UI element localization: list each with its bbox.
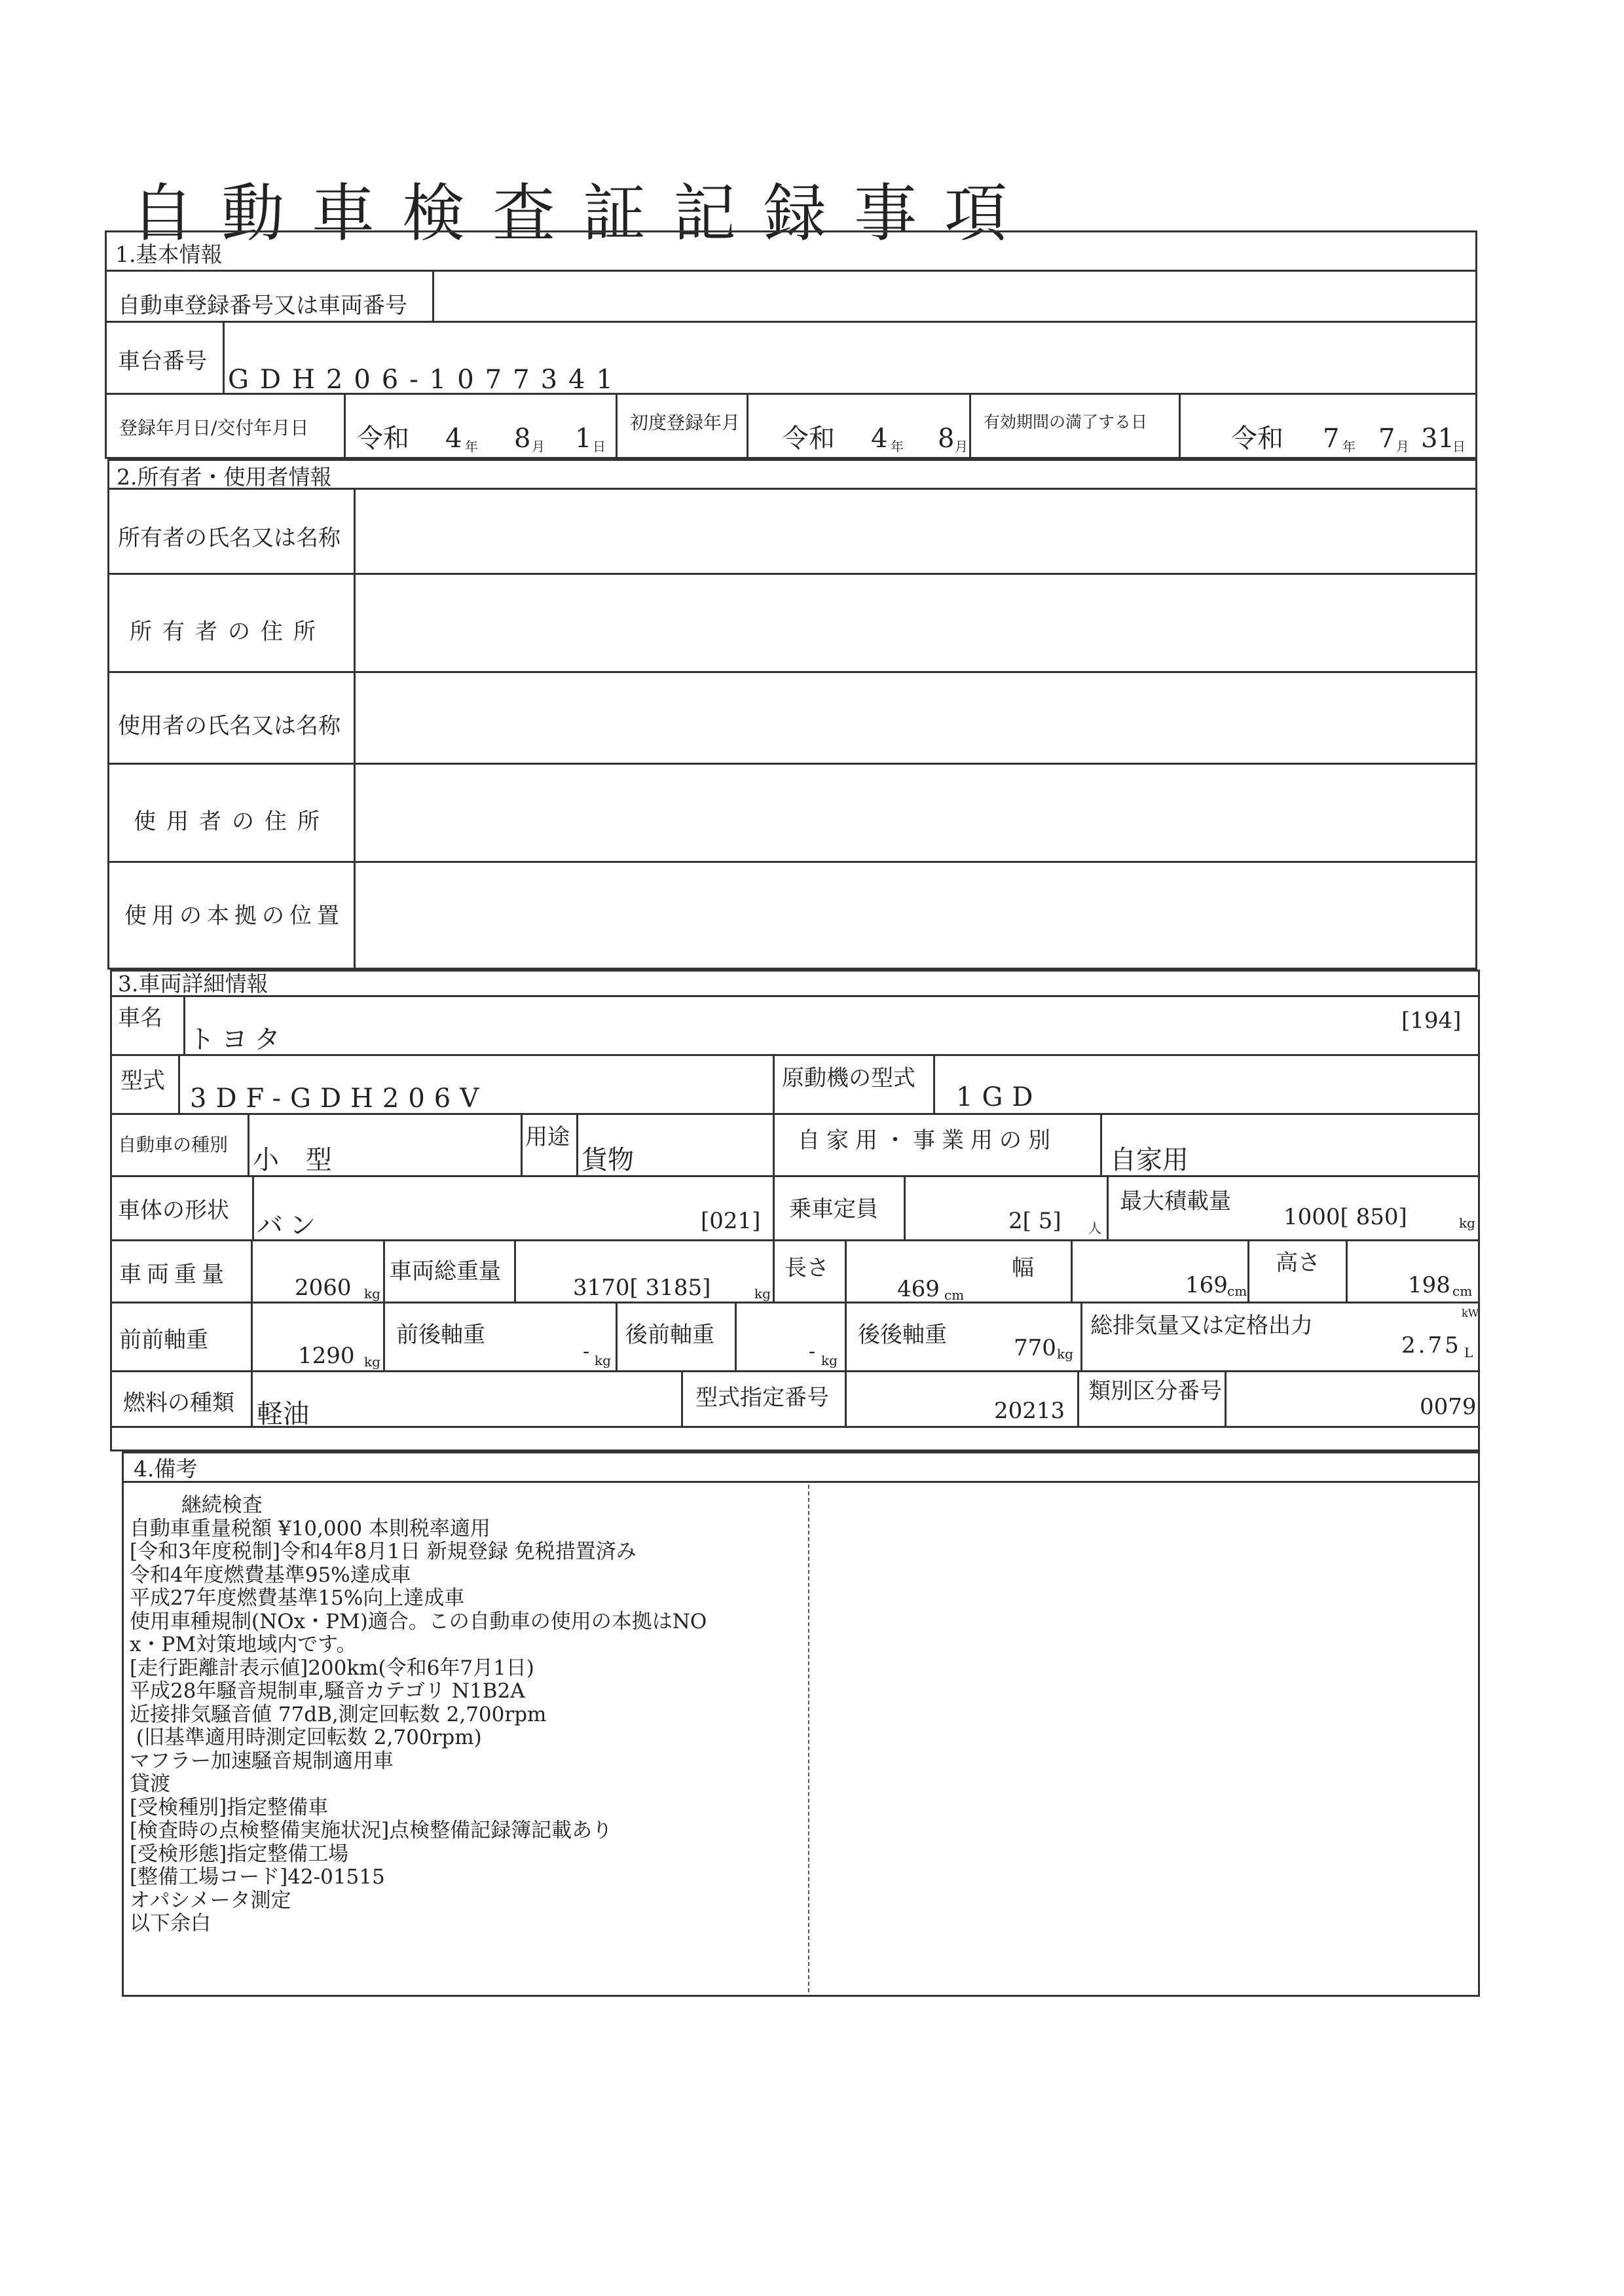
note-line: 令和4年度燃費基準95%達成車 [130, 1563, 411, 1587]
first-reg-month-unit: 月 [955, 439, 968, 454]
user-name-label: 使用者の氏名又は名称 [118, 713, 341, 739]
owner-address-label: 所有者の住所 [130, 619, 326, 645]
note-line: (旧基準適用時測定回転数 2,700rpm) [130, 1726, 482, 1749]
height-unit: cm [1452, 1283, 1473, 1299]
gross-weight-unit: kg [754, 1286, 771, 1302]
private-business-label: 自家用・事業用の別 [798, 1127, 1057, 1154]
first-reg-label: 初度登録年月 [630, 412, 741, 433]
note-line: 継続検査 [130, 1493, 263, 1517]
length-unit: cm [944, 1287, 965, 1303]
body-label: 車体の形状 [118, 1197, 229, 1224]
displacement-value: 2.75 [1401, 1332, 1462, 1358]
maker-value: トヨタ [189, 1025, 287, 1055]
displacement-label: 総排気量又は定格出力 [1090, 1313, 1313, 1339]
width-label: 幅 [1012, 1255, 1034, 1281]
expiry-year-unit: 年 [1342, 439, 1356, 454]
capacity-value: 2[ 5] [1008, 1208, 1061, 1234]
note-line: オパシメータ測定 [130, 1888, 291, 1912]
document-title: 自動車検査証記録事項 [131, 177, 1035, 250]
length-value: 469 [897, 1276, 940, 1302]
note-line: x・PM対策地域内です。 [130, 1633, 357, 1656]
type-designation-value: 20213 [994, 1398, 1065, 1424]
ff-axle-label: 前前軸重 [119, 1327, 208, 1353]
weight-unit: kg [364, 1286, 380, 1302]
category-value: 0079 [1420, 1394, 1477, 1420]
remarks-notes [130, 1494, 707, 1936]
first-reg-era: 令和 [783, 424, 835, 454]
fr-axle-unit: kg [595, 1353, 611, 1368]
section3-header: 3.車両詳細情報 [118, 971, 268, 996]
expiry-year: 7 [1323, 424, 1340, 454]
chassis-value: GDH206-1077341 [228, 365, 624, 395]
expiry-month: 7 [1378, 424, 1395, 454]
fuel-label: 燃料の種類 [123, 1390, 234, 1416]
reg-date-year-unit: 年 [465, 439, 478, 454]
reg-date-era: 令和 [357, 424, 409, 454]
ff-axle-value: 1290 [298, 1343, 355, 1369]
expiry-month-unit: 月 [1396, 439, 1409, 454]
length-label: 長さ [784, 1255, 829, 1281]
displacement-unit-kw: kW [1462, 1307, 1479, 1319]
weight-label: 車両重量 [119, 1262, 229, 1288]
owner-name-label: 所有者の氏名又は名称 [118, 525, 341, 551]
section1-header: 1.基本情報 [115, 242, 223, 267]
reg-date-label: 登録年月日/交付年月日 [119, 417, 309, 439]
user-address-label: 使用者の住所 [134, 809, 330, 835]
engine-label: 原動機の型式 [782, 1065, 915, 1091]
max-load-unit: kg [1459, 1215, 1475, 1231]
fr-axle-label: 前後軸重 [396, 1322, 485, 1348]
section2-header: 2.所有者・使用者情報 [117, 464, 332, 490]
note-line: [令和3年度税制]令和4年8月1日 新規登録 免税措置済み [130, 1540, 637, 1563]
base-location-label: 使用の本拠の位置 [124, 903, 344, 929]
expiry-day: 31 [1421, 424, 1454, 454]
use-value: 貨物 [581, 1145, 634, 1175]
expiry-label: 有効期間の満了する日 [984, 412, 1148, 431]
first-reg-year: 4 [871, 424, 888, 454]
maker-code: [194] [1401, 1008, 1462, 1034]
engine-value: 1GD [956, 1082, 1043, 1112]
maker-label: 車名 [118, 1005, 162, 1031]
note-line: 平成28年騒音規制車,騒音カテゴリ N1B2A [130, 1679, 525, 1703]
rf-axle-value: - [809, 1340, 816, 1363]
model-label: 型式 [120, 1068, 165, 1094]
gross-weight-label: 車両総重量 [390, 1258, 501, 1285]
body-value: バン [257, 1211, 322, 1241]
rr-axle-value: 770 [1014, 1335, 1056, 1361]
rf-axle-unit: kg [821, 1353, 838, 1368]
displacement-unit-l: L [1464, 1345, 1473, 1360]
expiry-day-unit: 日 [1452, 439, 1466, 454]
type-designation-label: 型式指定番号 [695, 1385, 829, 1411]
max-load-value: 1000[ 850] [1283, 1204, 1407, 1230]
note-line: 自動車重量税額 ¥10,000 本則税率適用 [130, 1516, 490, 1540]
weight-value: 2060 [295, 1275, 352, 1301]
rr-axle-unit: kg [1057, 1346, 1073, 1362]
first-reg-year-unit: 年 [891, 439, 904, 454]
note-line: 以下余白 [130, 1912, 211, 1935]
kind-label: 自動車の種別 [118, 1134, 229, 1156]
fuel-value: 軽油 [257, 1399, 309, 1429]
fr-axle-value: - [583, 1340, 590, 1363]
kind-value: 小 型 [253, 1145, 341, 1175]
model-value: 3DF-GDH206V [190, 1084, 489, 1114]
width-value: 169 [1185, 1272, 1228, 1298]
note-line: [受検種別]指定整備車 [130, 1795, 329, 1819]
gross-weight-value: 3170[ 3185] [573, 1275, 711, 1301]
remarks-divider [808, 1485, 809, 1992]
note-line: [受検形態]指定整備工場 [130, 1842, 349, 1866]
rr-axle-label: 後後軸重 [858, 1322, 947, 1348]
height-value: 198 [1408, 1272, 1450, 1298]
reg-date-day: 1 [575, 424, 592, 454]
note-line: 近接排気騒音値 77dB,測定回転数 2,700rpm [130, 1702, 547, 1726]
note-line: [走行距離計表示値]200km(令和6年7月1日) [130, 1656, 534, 1680]
category-label: 類別区分番号 [1088, 1378, 1222, 1404]
first-reg-month: 8 [938, 424, 955, 454]
height-label: 高さ [1276, 1250, 1320, 1276]
reg-date-day-unit: 日 [593, 439, 606, 454]
note-line: マフラー加速騒音規制適用車 [130, 1749, 394, 1773]
body-code: [021] [701, 1208, 761, 1234]
note-line: 使用車種規制(NOx・PM)適合。この自動車の使用の本拠はNO [130, 1609, 707, 1633]
ff-axle-unit: kg [364, 1354, 380, 1370]
capacity-unit: 人 [1088, 1220, 1101, 1236]
note-line: 平成27年度燃費基準15%向上達成車 [130, 1586, 465, 1610]
width-unit: cm [1227, 1283, 1247, 1299]
reg-date-month-unit: 月 [532, 439, 545, 454]
expiry-era: 令和 [1231, 424, 1283, 454]
reg-date-month: 8 [514, 424, 531, 454]
note-line: [整備工場コード]42-01515 [130, 1865, 385, 1889]
reg-date-year: 4 [445, 424, 462, 454]
max-load-label: 最大積載量 [1120, 1188, 1231, 1214]
reg-no-label: 自動車登録番号又は車両番号 [118, 293, 407, 319]
note-line: [検査時の点検整備実施状況]点検整備記録簿記載あり [130, 1819, 613, 1842]
use-label: 用途 [525, 1124, 570, 1150]
section4-header: 4.備考 [134, 1456, 198, 1482]
rf-axle-label: 後前軸重 [625, 1322, 714, 1348]
chassis-label: 車台番号 [118, 348, 207, 374]
private-business-value: 自家用 [1110, 1145, 1189, 1175]
capacity-label: 乗車定員 [789, 1196, 878, 1222]
note-line: 貸渡 [130, 1772, 170, 1796]
